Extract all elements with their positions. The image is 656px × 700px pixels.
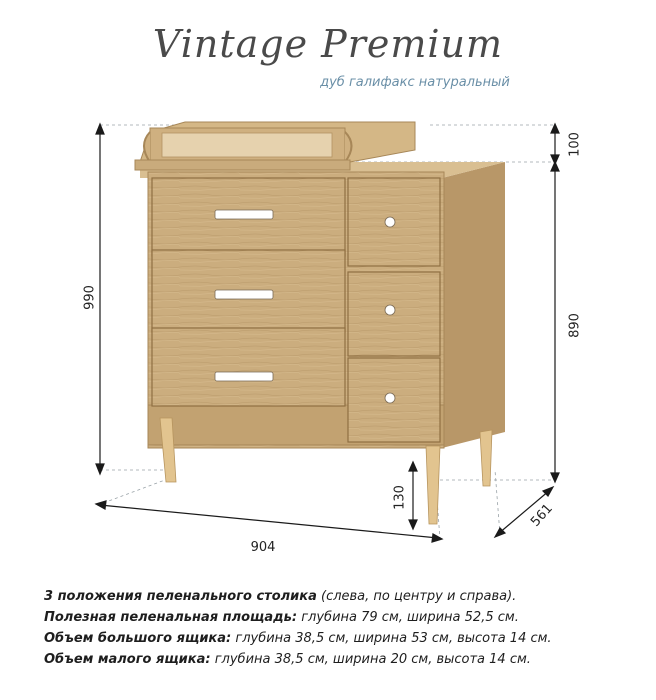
- product-finish: дуб галифакс натуральный: [320, 75, 510, 90]
- spec-text: глубина 79 см, ширина 52,5 см.: [297, 610, 519, 625]
- side-panel: [442, 162, 505, 448]
- spec-label: Полезная пеленальная площадь:: [44, 610, 298, 625]
- product-title: Vintage Premium: [152, 22, 504, 66]
- spec-text: глубина 38,5 см, ширина 53 см, высота 14 см.: [231, 631, 552, 646]
- dimension-body-height: 890: [567, 313, 583, 338]
- dimension-depth: 561: [528, 501, 556, 530]
- spec-text: глубина 38,5 см, ширина 20 см, высота 14 см.: [210, 652, 531, 667]
- spec-label: Объем большого ящика:: [44, 631, 232, 646]
- spec-row: [44, 649, 644, 670]
- dimension-width: 904: [250, 540, 276, 555]
- specifications: [44, 586, 644, 670]
- dimension-leg-height: 130: [392, 485, 408, 510]
- spec-text: (слева, по центру и справа).: [316, 589, 517, 604]
- spec-label: 3 положения пеленального столика: [44, 589, 317, 604]
- dimension-top-height: 100: [567, 132, 583, 157]
- spec-row: [44, 607, 644, 628]
- spec-row: [44, 628, 644, 649]
- spec-label: Объем малого ящика:: [44, 652, 211, 667]
- dimension-total-height: 990: [82, 285, 98, 310]
- spec-row: [44, 586, 644, 607]
